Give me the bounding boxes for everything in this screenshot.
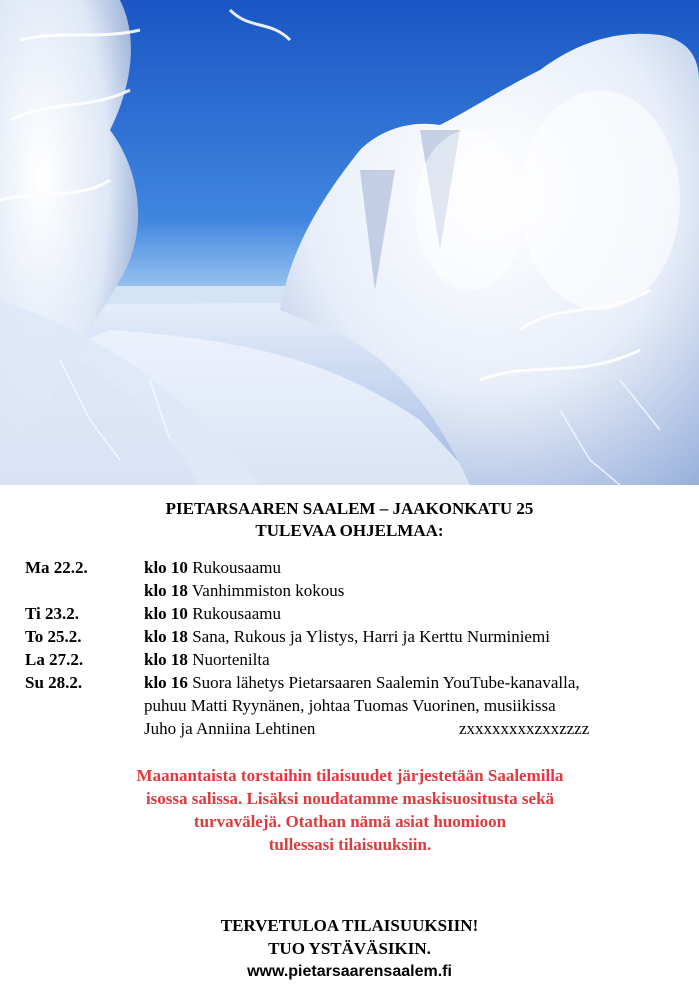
schedule-event: Suora lähetys Pietarsaaren Saalemin YouTube-kanavalla, (192, 673, 580, 692)
schedule-day: La 27.2. (25, 650, 84, 669)
schedule-continuation: Juho ja Anniina Lehtinen (144, 719, 316, 738)
notice-line: Maanantaista torstaihin tilaisuudet järjestetään Saalemilla (136, 766, 564, 785)
schedule-time: klo 10 (144, 604, 188, 623)
schedule-event: Rukousaamu (192, 604, 281, 623)
schedule-row (25, 556, 685, 579)
schedule-continuation: puhuu Matti Ryynänen, johtaa Tuomas Vuorinen, musiikissa (144, 696, 556, 715)
stray-text: zxxxxxxxxzxxzzzz (459, 719, 590, 738)
schedule-entry (144, 671, 580, 694)
invite-text: TUO YSTÄVÄSIKIN. (268, 939, 431, 958)
schedule-day: Ti 23.2. (25, 604, 80, 623)
page-title: PIETARSAAREN SAALEM – JAAKONKATU 25 (165, 499, 534, 518)
schedule-time: klo 18 (144, 581, 188, 600)
schedule-event: Vanhimmiston kokous (191, 581, 345, 600)
schedule-row (25, 648, 685, 671)
frosted-birch (520, 90, 680, 310)
notice-line: turvavälejä. Otathan nämä asiat huomioon (193, 812, 507, 831)
notice-line: tullessasi tilaisuuksiin. (268, 835, 432, 854)
schedule-entry (144, 625, 550, 648)
website-link[interactable]: www.pietarsaarensaalem.fi (247, 963, 452, 980)
schedule-event: Rukousaamu (192, 558, 281, 577)
schedule-time: klo 16 (144, 673, 188, 692)
schedule-entry (144, 602, 281, 625)
notice-line: isossa salissa. Lisäksi noudatamme maskisuositusta sekä (145, 789, 555, 808)
welcome-text: TERVETULOA TILAISUUKSIIN! (220, 916, 479, 935)
schedule-row (25, 625, 685, 648)
schedule-day: Su 28.2. (25, 673, 83, 692)
schedule-day: To 25.2. (25, 627, 82, 646)
schedule-row (25, 602, 685, 625)
schedule-row (25, 579, 685, 602)
winter-landscape-photo (0, 0, 699, 485)
schedule-continuation-row (25, 717, 685, 740)
schedule-time: klo 10 (144, 558, 188, 577)
schedule-continuation-row (25, 694, 685, 717)
schedule-entry (144, 648, 270, 671)
schedule-event: Sana, Rukous ja Ylistys, Harri ja Kerttu Nurminiemi (192, 627, 550, 646)
schedule-day: Ma 22.2. (25, 558, 88, 577)
schedule-row (25, 671, 685, 694)
schedule-list (25, 556, 685, 740)
schedule-time: klo 18 (144, 627, 188, 646)
winter-landscape-illustration (0, 0, 699, 485)
frosted-spruce (415, 130, 525, 290)
covid-notice (40, 764, 660, 856)
schedule-entry (144, 556, 281, 579)
footer (0, 914, 699, 983)
schedule-event: Nuortenilta (192, 650, 270, 669)
schedule-time: klo 18 (144, 650, 188, 669)
program-heading: TULEVAA OHJELMAA: (255, 521, 444, 540)
schedule-entry (144, 579, 344, 602)
